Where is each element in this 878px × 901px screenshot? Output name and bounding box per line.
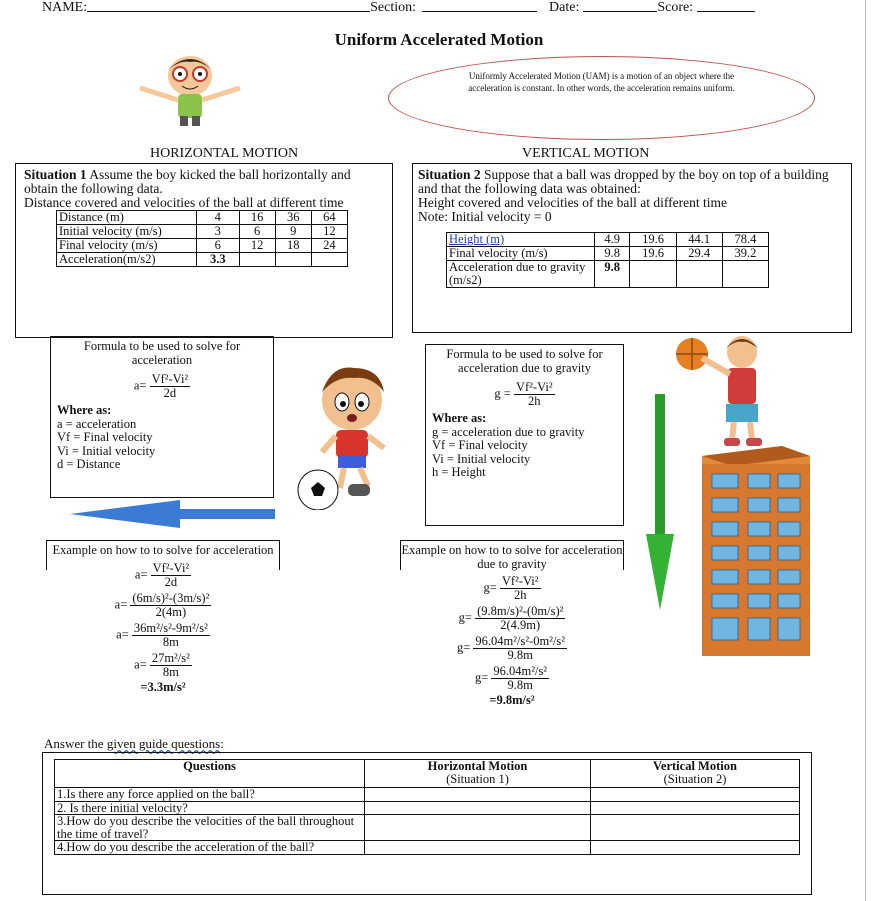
- header-vertical: [591, 760, 800, 788]
- equation-lhs: g=: [474, 670, 489, 685]
- example1-result: =3.3m/s²: [140, 679, 186, 694]
- table-cell: [676, 261, 722, 288]
- row-label: Acceleration(m/s2): [57, 253, 197, 267]
- guide-intro-link: given guide questions: [106, 736, 221, 751]
- formula1-where: Where as:: [57, 403, 112, 417]
- situation1-text: Assume the boy kicked the ball horizontally and obtain the following data.: [24, 167, 351, 196]
- table-cell: 19.6: [630, 233, 676, 247]
- definition-text: Uniformly Accelerated Motion (UAM) is a motion of an object where the acceleration is constant. In other words, the acceleration remains uniform.: [468, 71, 735, 93]
- equation-denominator: 9.8m: [507, 648, 533, 662]
- equation-numerator: (6m/s)²-(3m/s)²: [132, 590, 210, 605]
- equation-lhs: a=: [133, 378, 147, 393]
- answer-cell-horizontal[interactable]: [365, 788, 591, 802]
- section-blank[interactable]: [422, 0, 537, 12]
- definition-item: Vi = Initial velocity: [57, 443, 156, 458]
- name-label: NAME:: [42, 0, 88, 15]
- score-blank[interactable]: [697, 0, 755, 12]
- table-cell: 36: [275, 211, 311, 225]
- situation2-subtext: Height covered and velocities of the ball at different time: [418, 195, 728, 210]
- table-cell: 78.4: [722, 233, 768, 247]
- equation-lhs: g =: [494, 386, 511, 401]
- header-fields: [42, 0, 755, 16]
- row-label: Height (m): [447, 233, 595, 247]
- guide-intro: [44, 736, 224, 752]
- equation-lhs: a=: [114, 596, 128, 611]
- table-cell: 19.6: [630, 247, 676, 261]
- answer-cell-horizontal[interactable]: [365, 801, 591, 815]
- table-cell: 6: [239, 225, 275, 239]
- table-cell: [311, 253, 347, 267]
- header-vertical-sub: (Situation 2): [663, 771, 727, 786]
- date-label: Date:: [549, 0, 580, 15]
- cartoon-boy-glasses-icon: [130, 48, 250, 130]
- example1-title: Example on how to to solve for acceleration: [52, 543, 274, 557]
- building-icon: [692, 446, 814, 656]
- table-cell: 9: [275, 225, 311, 239]
- equation-lhs: g=: [458, 610, 472, 625]
- table-cell: [630, 261, 676, 288]
- table-row: [55, 815, 800, 841]
- page-edge-rule: [865, 0, 866, 901]
- equation-numerator: 96.04m²/s²: [493, 664, 548, 678]
- row-label: Acceleration due to gravity (m/s2): [447, 261, 595, 288]
- table-cell: 4.9: [595, 233, 630, 247]
- table-row: [447, 261, 769, 288]
- table-cell: 9.8: [595, 261, 630, 288]
- situation1-label: Situation 1: [24, 167, 87, 182]
- equation-denominator: 2d: [164, 574, 178, 589]
- situation2-note: Note: Initial velocity = 0: [418, 209, 552, 224]
- situation1-box: [15, 163, 393, 338]
- example2-step: [400, 665, 624, 692]
- boy-kicking-ball-icon: [292, 362, 398, 510]
- row-label: Final velocity (m/s): [447, 247, 595, 261]
- answer-cell-horizontal[interactable]: [365, 841, 591, 855]
- definition-item: Vf = Final velocity: [432, 438, 528, 452]
- row-label: Initial velocity (m/s): [57, 225, 197, 239]
- table-row: [57, 225, 348, 239]
- example1-box: [46, 540, 280, 728]
- formula2-where: Where as:: [432, 411, 487, 425]
- answer-cell-vertical[interactable]: [591, 801, 800, 815]
- answer-cell-vertical[interactable]: [591, 788, 800, 802]
- situation2-text: Suppose that a ball was dropped by the boy on top of a building and that the following data was obtained:: [418, 167, 829, 196]
- table-cell: 18: [275, 239, 311, 253]
- table-cell: 3.3: [197, 253, 240, 267]
- formula2-equation: [432, 381, 617, 408]
- equation-denominator: 8m: [162, 634, 179, 649]
- page-title: Uniform Accelerated Motion: [334, 30, 544, 49]
- score-label: Score:: [657, 0, 694, 15]
- equation-numerator: 36m²/s²-9m²/s²: [133, 620, 208, 635]
- guide-questions-box: [42, 752, 812, 895]
- definition-item: h = Height: [432, 465, 486, 479]
- table-cell: 6: [197, 239, 240, 253]
- guide-intro-prefix: Answer the: [44, 736, 107, 751]
- question-cell: 4.How do you describe the acceleration of the ball?: [55, 841, 365, 855]
- example1-step: [46, 592, 280, 619]
- table-row: [55, 788, 800, 802]
- example2-title: Example on how to to solve for acceleration due to gravity: [401, 543, 623, 571]
- table-row: [57, 239, 348, 253]
- table-cell: 12: [239, 239, 275, 253]
- table-row: [55, 801, 800, 815]
- situation2-label: Situation 2: [418, 167, 481, 182]
- example1-step: [46, 622, 280, 649]
- definition-item: a = acceleration: [57, 416, 137, 431]
- definition-bubble: [388, 56, 815, 140]
- equation-numerator: Vf²-Vi²: [152, 560, 190, 575]
- equation-numerator: Vf²-Vi²: [515, 380, 553, 394]
- table-cell: 39.2: [722, 247, 768, 261]
- equation-numerator: 27m²/s²: [151, 650, 190, 665]
- table-cell: 9.8: [595, 247, 630, 261]
- table-cell: [722, 261, 768, 288]
- equation-lhs: g=: [456, 640, 471, 655]
- answer-cell-vertical[interactable]: [591, 841, 800, 855]
- formula1-title: Formula to be used to solve for acceleration: [83, 339, 241, 367]
- date-blank[interactable]: [583, 0, 657, 12]
- equation-denominator: 2h: [513, 588, 527, 602]
- table-cell: 3: [197, 225, 240, 239]
- table-cell: 29.4: [676, 247, 722, 261]
- table-cell: 4: [197, 211, 240, 225]
- situation1-subtext: Distance covered and velocities of the ball at different time: [24, 195, 344, 210]
- example2-step: [400, 605, 624, 632]
- table-cell: 24: [311, 239, 347, 253]
- equation-lhs: g=: [483, 580, 497, 595]
- question-cell: 3.How do you describe the velocities of the ball throughout the time of travel?: [55, 815, 365, 841]
- answer-cell-vertical[interactable]: [591, 815, 800, 841]
- equation-numerator: 96.04m²/s²-0m²/s²: [475, 634, 566, 648]
- header-horizontal-sub: (Situation 1): [446, 771, 509, 786]
- definition-item: d = Distance: [57, 457, 121, 471]
- formula1-box: [50, 336, 274, 498]
- table-cell: 12: [311, 225, 347, 239]
- header-vertical-title: Vertical Motion: [653, 759, 737, 773]
- answer-cell-horizontal[interactable]: [365, 815, 591, 841]
- equation-lhs: a=: [134, 566, 148, 581]
- vertical-heading: VERTICAL MOTION: [522, 146, 650, 161]
- table-cell: 64: [311, 211, 347, 225]
- definition-item: Vi = Initial velocity: [432, 451, 531, 466]
- table-cell: [239, 253, 275, 267]
- guide-questions-table: [54, 759, 800, 855]
- example2-step: [400, 575, 624, 602]
- table-row: [57, 211, 348, 225]
- equation-denominator: 2h: [528, 394, 541, 408]
- guide-intro-suffix: :: [220, 736, 224, 751]
- table-cell: 16: [239, 211, 275, 225]
- table-row: [447, 233, 769, 247]
- example2-result: =9.8m/s²: [489, 693, 535, 707]
- equation-lhs: a=: [134, 656, 147, 671]
- table-header-row: [55, 760, 800, 788]
- situation2-box: [412, 163, 852, 333]
- definition-item: Vf = Final velocity: [57, 430, 153, 444]
- equation-denominator: 2d: [163, 386, 177, 400]
- table-cell: 44.1: [676, 233, 722, 247]
- row-label: Final velocity (m/s): [57, 239, 197, 253]
- table-cell: [275, 253, 311, 267]
- formula2-box: [425, 344, 624, 526]
- equation-denominator: 8m: [162, 664, 179, 679]
- formula1-equation: [57, 373, 267, 400]
- equation-denominator: 2(4m): [155, 604, 187, 619]
- left-arrow-icon: [70, 500, 278, 528]
- horizontal-heading: HORIZONTAL MOTION: [150, 146, 299, 161]
- example1-step: [46, 652, 280, 679]
- section-label: Section:: [370, 0, 417, 15]
- situation2-table: [446, 232, 769, 288]
- definition-item: g = acceleration due to gravity: [432, 424, 585, 439]
- equation-numerator: (9.8m/s)²-(0m/s)²: [477, 604, 564, 618]
- boy-holding-ball-icon: [666, 334, 806, 450]
- question-cell: 2. Is there initial velocity?: [55, 801, 365, 815]
- header-questions: Questions: [55, 760, 365, 788]
- row-label: Distance (m): [57, 211, 197, 225]
- formula2-title: Formula to be used to solve for acceleration due to gravity: [446, 347, 603, 375]
- table-row: [447, 247, 769, 261]
- header-horizontal-title: Horizontal Motion: [427, 759, 528, 773]
- table-row: [57, 253, 348, 267]
- equation-numerator: Vf²-Vi²: [151, 372, 189, 386]
- equation-denominator: 2(4.9m): [500, 618, 541, 632]
- situation1-table: [56, 210, 348, 267]
- question-cell: 1.Is there any force applied on the ball?: [55, 788, 365, 802]
- example2-box: [400, 540, 624, 728]
- equation-lhs: a=: [116, 626, 129, 641]
- equation-denominator: 9.8m: [507, 678, 533, 692]
- header-horizontal: [365, 760, 591, 788]
- name-blank[interactable]: [87, 0, 370, 12]
- equation-numerator: Vf²-Vi²: [501, 574, 539, 588]
- example2-step: [400, 635, 624, 662]
- table-row: [55, 841, 800, 855]
